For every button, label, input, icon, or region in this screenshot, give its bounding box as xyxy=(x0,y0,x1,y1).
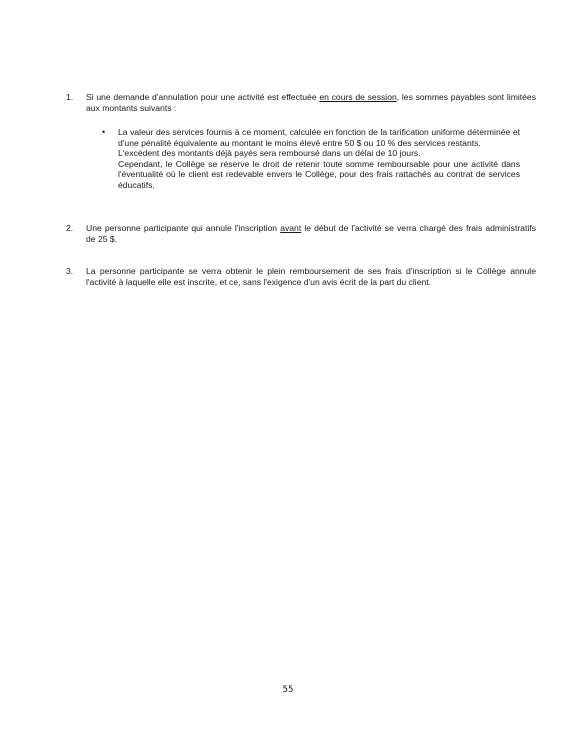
list-item-text: La personne participante se verra obtenir le plein remboursement de ses frais d'inscription si le Collège annule l'activité à laquelle elle est inscrite, et ce, sans l'exigence d'un avis écrit de la part du client. xyxy=(86,266,536,287)
underlined-phrase: avant xyxy=(280,223,302,233)
underlined-phrase: en cours de session xyxy=(319,92,397,102)
bullet-paragraph-1: La valeur des services fournis à ce moment, calculée en fonction de la tarification uniforme déterminée et d'une pénalité équivalente au montant le moins élevé entre 50 $ ou 10 % des services restants. xyxy=(118,127,520,148)
list-item-2 xyxy=(66,223,536,244)
list-item-text: Si une demande d'annulation pour une activité est effectuée en cours de session, les sommes payables sont limitées aux montants suivants : xyxy=(86,92,536,113)
bullet-icon: • xyxy=(102,127,106,137)
page-number: 55 xyxy=(282,685,294,695)
list-item-3 xyxy=(66,266,536,287)
bullet-item xyxy=(102,127,520,191)
list-item-text: Une personne participante qui annule l'inscription avant le début de l'activité se verra chargé des frais administratifs de 25 $. xyxy=(86,223,536,244)
list-item-1 xyxy=(66,92,536,113)
bullet-paragraph-2: L'excédent des montants déjà payés sera remboursé dans un délai de 10 jours. xyxy=(118,148,421,159)
list-item-number: 2. xyxy=(66,223,74,233)
list-item-number: 1. xyxy=(66,92,74,102)
list-item-number: 3. xyxy=(66,266,74,276)
bullet-text xyxy=(118,127,520,191)
bullet-paragraph-3: Cependant, le Collège se réserve le droit de retenir toute somme remboursable pour une activité dans l'éventualité où le client est redevable envers le Collège, pour des frais rattachés au contrat de services éducatifs. xyxy=(118,158,520,190)
